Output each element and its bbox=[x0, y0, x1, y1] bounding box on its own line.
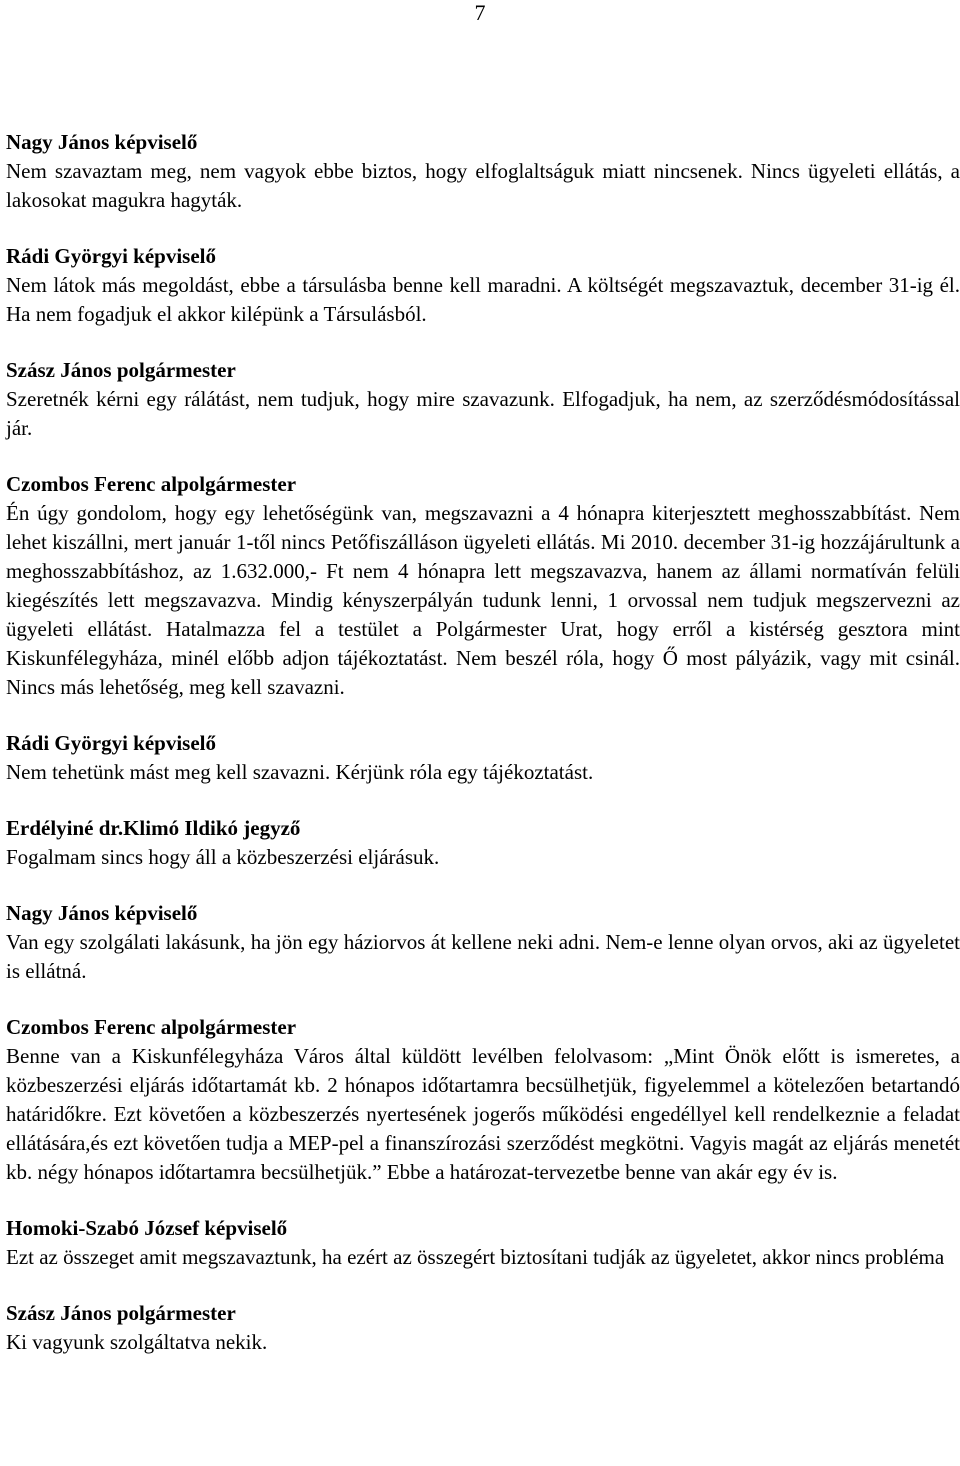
speech-text: Én úgy gondolom, hogy egy lehetőségünk van, megszavazni a 4 hónapra kiterjesztett meghosszabbítást. Nem lehet kiszállni, mert január 1-től nincs Petőfiszálláson ügyeleti ellátás. Mi 2010. december 31-ig hozzájárultunk a meghosszabbításhoz, az 1.632.000,- Ft nem 4 hónapra lett megszavazva, hanem az állami normatíván felüli kiegészítés lett megszavazva. Mindig kényszerpályán tudunk lenni, 1 orvossal nem tudjuk megszervezni az ügyeleti ellátást. Hatalmazza fel a testület a Polgármester Urat, hogy erről a kistérség gesztora mint Kiskunfélegyháza, minél előbb adjon tájékoztatást. Nem beszél róla, hogy Ő most pályázik, vagy mit csinál. Nincs más lehetőség, meg kell szavazni. bbox=[6, 501, 960, 699]
speaker-name: Nagy János képviselő bbox=[6, 901, 198, 925]
speech-text: Nem tehetünk mást meg kell szavazni. Kérjünk róla egy tájékoztatást. bbox=[6, 760, 594, 784]
speech-text: Ki vagyunk szolgáltatva nekik. bbox=[6, 1330, 268, 1354]
speaker-name: Rádi Györgyi képviselő bbox=[6, 731, 217, 755]
speech-text: Nem szavaztam meg, nem vagyok ebbe biztos, hogy elfoglaltságuk miatt nincsenek. Nincs ügyeleti ellátás, a lakosokat magukra hagyták. bbox=[6, 159, 960, 212]
speech-block bbox=[6, 814, 960, 872]
speech-text: Ezt az összeget amit megszavaztunk, ha ezért az összegért biztosítani tudják az ügyeletet, akkor nincs probléma bbox=[6, 1245, 945, 1269]
speech-block bbox=[6, 356, 960, 443]
speech-text: Benne van a Kiskunfélegyháza Város által küldött levélben felolvasom: „Mint Önök előtt is ismeretes, a közbeszerzési eljárás időtartamát kb. 2 hónapos időtartamra becsülhetjük, figyelemmel a kötelezően betartandó határidőkre. Ezt követően a közbeszerzés nyertesének jogerős működési engedéllyel kell rendelkeznie a feladat ellátására,és ezt követően tudja a MEP-pel a finanszírozási szerződést megkötni. Vagyis magát az eljárás menetét kb. négy hónapos időtartamra becsülhetjük.” Ebbe a határozat-tervezetbe benne van akár egy év is. bbox=[6, 1044, 960, 1184]
speech-block bbox=[6, 729, 960, 787]
speaker-name: Nagy János képviselő bbox=[6, 130, 198, 154]
page-number: 7 bbox=[474, 0, 486, 25]
speech-block bbox=[6, 1299, 960, 1357]
speaker-name: Czombos Ferenc alpolgármester bbox=[6, 472, 297, 496]
minutes-content bbox=[6, 128, 960, 1384]
speech-block bbox=[6, 242, 960, 329]
speaker-name: Szász János polgármester bbox=[6, 1301, 236, 1325]
speaker-name: Szász János polgármester bbox=[6, 358, 236, 382]
speech-block bbox=[6, 1013, 960, 1187]
speech-text: Nem látok más megoldást, ebbe a társulásba benne kell maradni. A költségét megszavaztuk, december 31-ig él. Ha nem fogadjuk el akkor kilépünk a Társulásból. bbox=[6, 273, 960, 326]
speaker-name: Homoki-Szabó József képviselő bbox=[6, 1216, 288, 1240]
speech-block bbox=[6, 470, 960, 702]
speaker-name: Rádi Györgyi képviselő bbox=[6, 244, 217, 268]
speech-text: Fogalmam sincs hogy áll a közbeszerzési eljárásuk. bbox=[6, 845, 440, 869]
speech-block bbox=[6, 1214, 960, 1272]
speech-text: Van egy szolgálati lakásunk, ha jön egy háziorvos át kellene neki adni. Nem-e lenne olyan orvos, aki az ügyeletet is ellátná. bbox=[6, 930, 960, 983]
speech-block bbox=[6, 899, 960, 986]
speaker-name: Czombos Ferenc alpolgármester bbox=[6, 1015, 297, 1039]
speech-block bbox=[6, 128, 960, 215]
speech-text: Szeretnék kérni egy rálátást, nem tudjuk, hogy mire szavazunk. Elfogadjuk, ha nem, az szerződésmódosítással jár. bbox=[6, 387, 960, 440]
speaker-name: Erdélyiné dr.Klimó Ildikó jegyző bbox=[6, 816, 301, 840]
